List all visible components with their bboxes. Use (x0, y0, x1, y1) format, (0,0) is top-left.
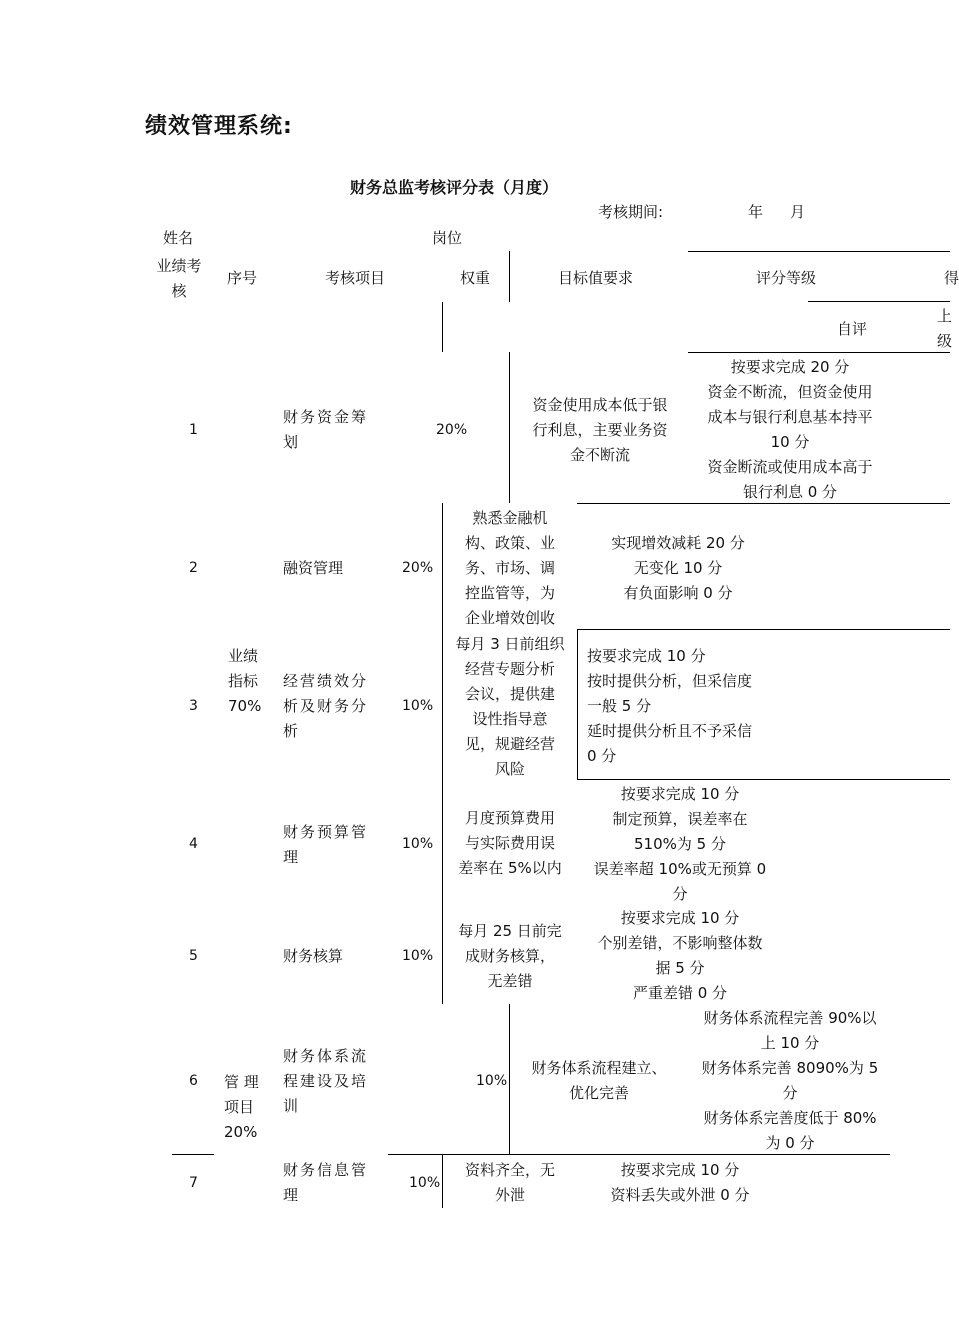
row-4-weight: 10% (402, 836, 434, 852)
category-header: 业绩考 核 (156, 257, 202, 300)
row-5-grading: 按要求完成 10 分 个别差错，不影响整体数 据 5 分 严重差错 0 分 (597, 909, 763, 1002)
row-2-weight: 20% (402, 560, 434, 576)
row-2-grading: 实现增效减耗 20 分 无变化 10 分 有负面影响 0 分 (611, 534, 745, 602)
row-4-grading: 按要求完成 10 分 制定预算，误差率在 510%为 5 分 误差率超 10%或无预算 0 分 (593, 785, 767, 903)
row-6-target: 财务体系流程建立、 优化完善 (531, 1059, 667, 1102)
row-3-target: 每月 3 日前组织 经营专题分析 会议，提供建 设性指导意 见，规避经营 风险 (455, 635, 565, 778)
row-2-target: 熟悉金融机 构、政策、业 务、市场、调 控监管等，为 企业增效创收 (464, 509, 555, 627)
position-label: 岗位 (432, 229, 463, 247)
row-6-item: 财务体系流 程建设及培 训 (283, 1047, 369, 1115)
row-7-weight: 10% (409, 1175, 441, 1191)
row-1-seq: 1 (189, 422, 198, 438)
grid-line (509, 251, 510, 302)
row-4-target: 月度预算费用 与实际费用误 差率在 5%以内 (458, 809, 562, 877)
seq-header: 序号 (227, 269, 258, 287)
row-2-seq: 2 (189, 560, 198, 576)
table-title: 财务总监考核评分表（月度） (350, 178, 559, 197)
grid-line (577, 503, 950, 504)
grid-line (808, 301, 950, 302)
row-1-item: 财务资金筹 划 (283, 408, 369, 451)
name-label: 姓名 (163, 229, 194, 247)
row-6-weight: 10% (476, 1073, 508, 1089)
row-1-grading: 按要求完成 20 分 资金不断流，但资金使用 成本与银行利息基本持平 10 分 资金断流或使用成本高于 银行利息 0 分 (707, 358, 873, 501)
item-header: 考核项目 (325, 269, 386, 287)
grid-line (509, 352, 510, 503)
page-heading: 绩效管理系统: (145, 114, 293, 139)
row-3-grading: 按要求完成 10 分 按时提供分析，但采信度 一般 5 分 延时提供分析且不予采信 0 分 (587, 647, 753, 765)
row-5-target: 每月 25 日前完 成财务核算， 无差错 (458, 922, 562, 990)
row-3-weight: 10% (402, 698, 434, 714)
group-management-label: 管 理 项目 20% (224, 1073, 259, 1141)
superior-eval-header: 上 级 (937, 307, 953, 350)
weight-header: 权重 (460, 269, 491, 287)
row-4-seq: 4 (189, 836, 198, 852)
grid-line (172, 1154, 214, 1155)
grade-header: 评分等级 (756, 269, 817, 287)
row-7-grading: 按要求完成 10 分 资料丢失或外泄 0 分 (610, 1161, 750, 1204)
row-7-seq: 7 (189, 1175, 198, 1191)
row-7-target: 资料齐全，无 外泄 (464, 1161, 555, 1204)
row-3-seq: 3 (189, 698, 198, 714)
grid-line (442, 1154, 443, 1208)
score-header-cut: 得 (944, 269, 959, 287)
row-6-grading: 财务体系流程完善 90%以 上 10 分 财务体系完善 8090%为 5 分 财务体系完善度低于 80% 为 0 分 (701, 1009, 879, 1152)
grid-line (577, 779, 950, 780)
row-5-item: 财务核算 (283, 947, 344, 965)
grid-line (688, 251, 950, 252)
row-4-item: 财务预算管 理 (283, 823, 369, 866)
row-6-seq: 6 (189, 1073, 198, 1089)
grid-line (509, 1004, 510, 1154)
row-1-weight: 20% (436, 422, 468, 438)
period-label: 考核期间: (598, 203, 664, 221)
self-eval-header: 自评 (837, 320, 868, 338)
row-5-weight: 10% (402, 948, 434, 964)
row-7-item: 财务信息管 理 (283, 1161, 369, 1204)
month-label: 月 (790, 203, 806, 221)
year-label: 年 (748, 203, 764, 221)
grid-line (388, 1154, 890, 1155)
grid-line (442, 302, 443, 352)
row-3-item: 经营绩效分 析及财务分 析 (283, 672, 369, 740)
row-1-target: 资金使用成本低于银 行利息，主要业务资 金不断流 (532, 396, 668, 464)
grid-line (442, 503, 443, 1004)
target-header: 目标值要求 (558, 269, 634, 287)
group-performance-label: 业绩 指标 70% (228, 647, 262, 715)
grid-line (688, 352, 950, 353)
row-5-seq: 5 (189, 948, 198, 964)
grid-line (577, 629, 578, 779)
row-2-item: 融资管理 (283, 559, 344, 577)
grid-line (577, 629, 950, 630)
